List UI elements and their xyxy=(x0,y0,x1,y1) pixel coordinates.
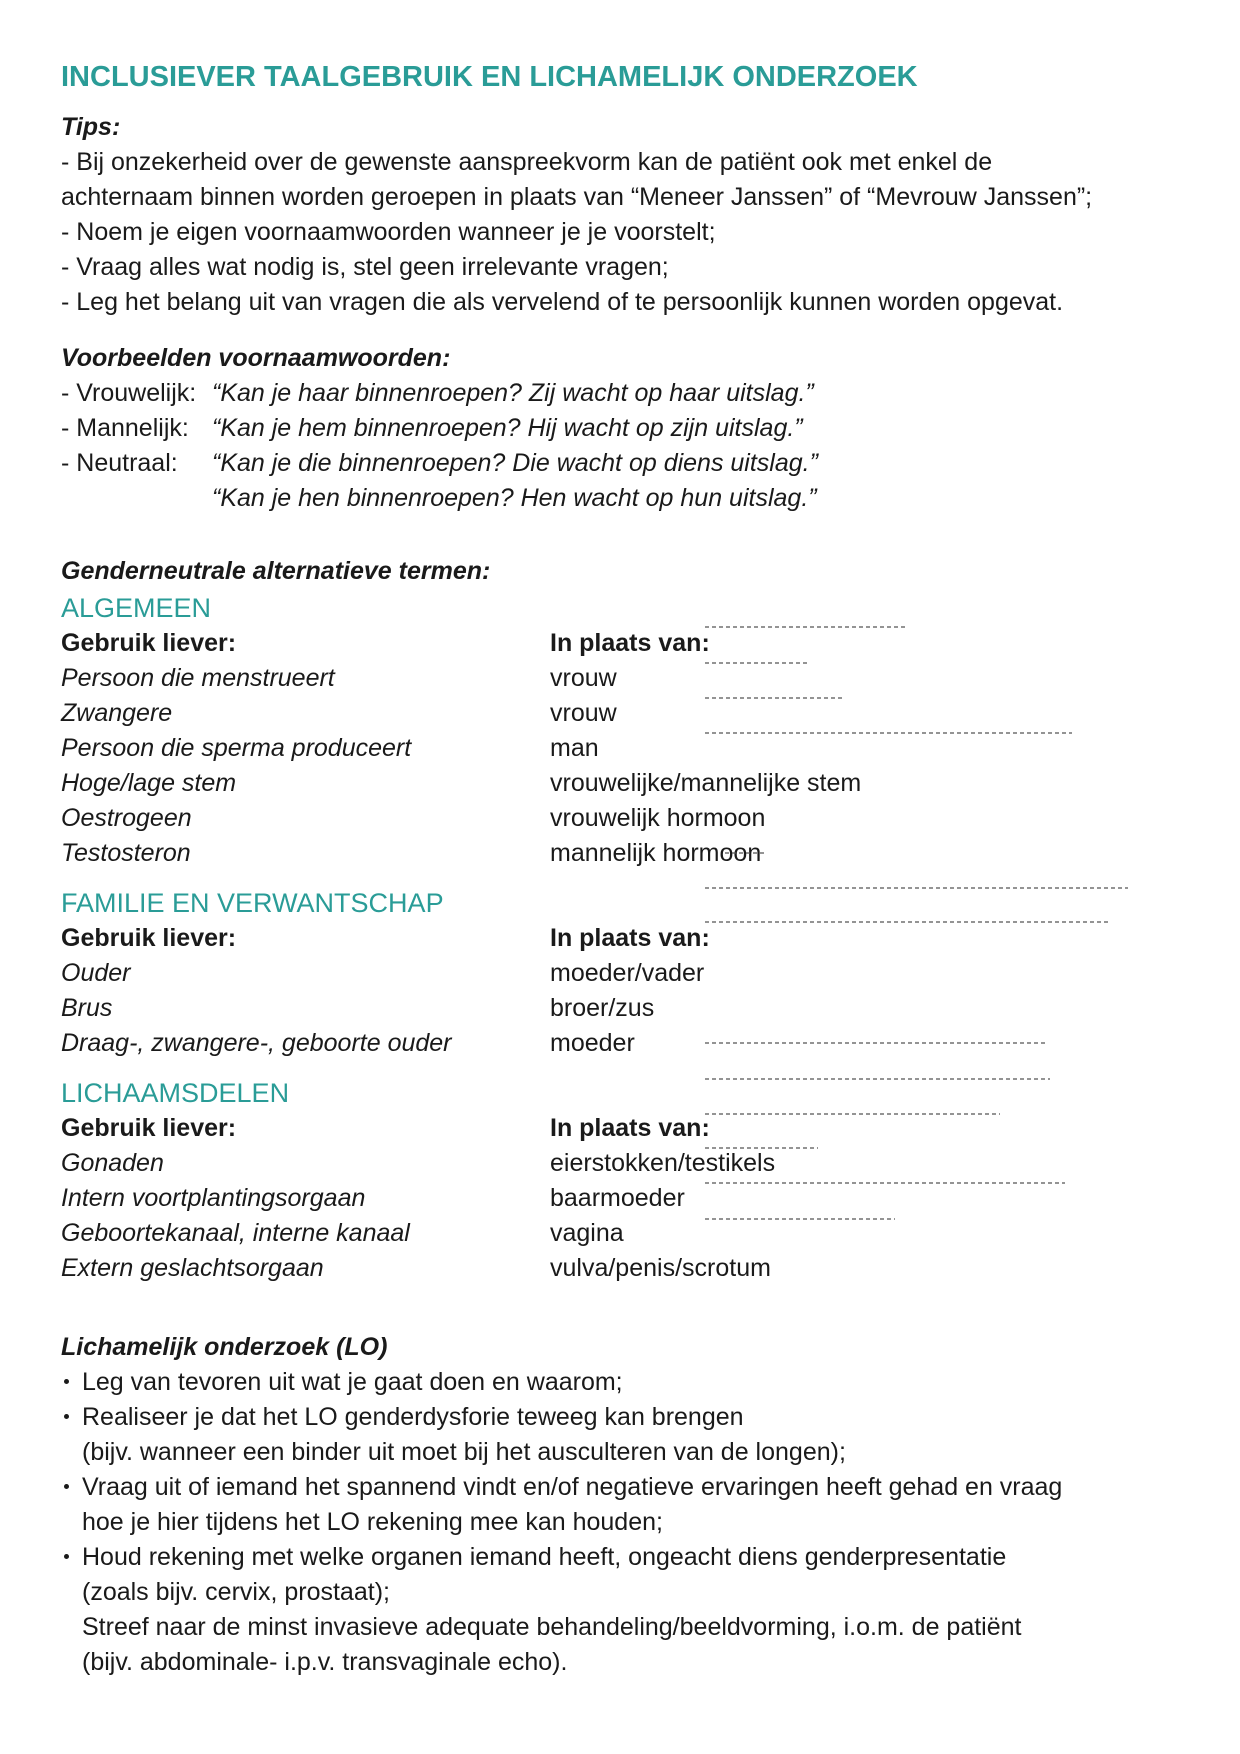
term-instead: vrouwelijke/mannelijke stem xyxy=(550,769,862,797)
pronouns-heading: Voorbeelden voornaamwoorden: xyxy=(61,344,451,372)
terms-heading: Genderneutrale alternatieve termen: xyxy=(61,557,491,585)
tips-line: - Noem je eigen voornaamwoorden wanneer je je voorstelt; xyxy=(61,218,716,246)
term-instead: broer/zus xyxy=(550,994,655,1022)
lo-line: hoe je hier tijdens het LO rekening mee kan houden; xyxy=(82,1508,663,1536)
term-use: Persoon die sperma produceert xyxy=(61,734,412,762)
lo-line: (zoals bijv. cervix, prostaat); xyxy=(82,1578,390,1606)
pronoun-example: “Kan je hen binnenroepen? Hen wacht op hun uitslag.” xyxy=(212,484,817,512)
term-instead: man xyxy=(550,734,599,762)
term-instead: vrouwelijk hormoon xyxy=(550,804,766,832)
pronoun-example: “Kan je hem binnenroepen? Hij wacht op zijn uitslag.” xyxy=(212,414,803,442)
lo-line: Vraag uit of iemand het spannend vindt en/of negatieve ervaringen heeft gehad en vraag xyxy=(82,1473,1063,1501)
lo-heading: Lichamelijk onderzoek (LO) xyxy=(61,1333,388,1361)
lo-line: Streef naar de minst invasieve adequate behandeling/beeldvorming, i.o.m. de patiënt xyxy=(82,1613,1022,1641)
term-use: Extern geslachtsorgaan xyxy=(61,1254,324,1282)
term-use: Persoon die menstrueert xyxy=(61,664,335,692)
section-heading-algemeen: ALGEMEEN xyxy=(61,593,212,623)
column-header-instead: In plaats van: xyxy=(550,629,710,657)
tips-line: achternaam binnen worden geroepen in plaats van “Meneer Janssen” of “Mevrouw Janssen”; xyxy=(61,183,1093,211)
section-heading-lichaamsdelen: LICHAAMSDELEN xyxy=(61,1078,290,1108)
pronoun-example: “Kan je haar binnenroepen? Zij wacht op haar uitslag.” xyxy=(212,379,814,407)
tips-line: - Vraag alles wat nodig is, stel geen irrelevante vragen; xyxy=(61,253,669,281)
lo-line: Houd rekening met welke organen iemand heeft, ongeacht diens genderpresentatie xyxy=(82,1543,1007,1571)
column-header-instead: In plaats van: xyxy=(550,1114,710,1142)
pronoun-label: - Neutraal: xyxy=(61,449,178,477)
term-instead: vulva/penis/scrotum xyxy=(550,1254,771,1282)
tips-line: - Leg het belang uit van vragen die als vervelend of te persoonlijk kunnen worden opgevat. xyxy=(61,288,1064,316)
column-header-instead: In plaats van: xyxy=(550,924,710,952)
term-use: Ouder xyxy=(61,959,131,987)
column-header-use: Gebruik liever: xyxy=(61,629,237,657)
section-heading-familie: FAMILIE EN VERWANTSCHAP xyxy=(61,888,444,918)
term-instead: baarmoeder xyxy=(550,1184,685,1212)
term-use: Oestrogeen xyxy=(61,804,192,832)
term-instead: vagina xyxy=(550,1219,624,1247)
term-instead: vrouw xyxy=(550,699,617,727)
term-use: Zwangere xyxy=(61,699,173,727)
pronoun-label: - Mannelijk: xyxy=(61,414,189,442)
lo-line: (bijv. abdominale- i.p.v. transvaginale echo). xyxy=(82,1648,568,1676)
term-instead: eierstokken/testikels xyxy=(550,1149,776,1177)
term-use: Brus xyxy=(61,994,113,1022)
term-instead: mannelijk hormoon xyxy=(550,839,762,867)
pronoun-label: - Vrouwelijk: xyxy=(61,379,197,407)
term-use: Geboortekanaal, interne kanaal xyxy=(61,1219,410,1247)
term-use: Gonaden xyxy=(61,1149,164,1177)
page-title: INCLUSIEVER TAALGEBRUIK EN LICHAMELIJK ONDERZOEK xyxy=(61,61,918,93)
column-header-use: Gebruik liever: xyxy=(61,1114,237,1142)
tips-heading: Tips: xyxy=(61,113,121,141)
lo-line: (bijv. wanneer een binder uit moet bij het ausculteren van de longen); xyxy=(82,1438,846,1466)
term-use: Draag-, zwangere-, geboorte ouder xyxy=(61,1029,452,1057)
term-instead: vrouw xyxy=(550,664,617,692)
tips-line: - Bij onzekerheid over de gewenste aanspreekvorm kan de patiënt ook met enkel de xyxy=(61,148,993,176)
term-use: Hoge/lage stem xyxy=(61,769,237,797)
term-instead: moeder xyxy=(550,1029,635,1057)
lo-line: Realiseer je dat het LO genderdysforie teweeg kan brengen xyxy=(82,1403,744,1431)
term-use: Intern voortplantingsorgaan xyxy=(61,1184,366,1212)
pronoun-example: “Kan je die binnenroepen? Die wacht op diens uitslag.” xyxy=(212,449,818,477)
column-header-use: Gebruik liever: xyxy=(61,924,237,952)
term-use: Testosteron xyxy=(61,839,191,867)
lo-line: Leg van tevoren uit wat je gaat doen en waarom; xyxy=(82,1368,623,1396)
term-instead: moeder/vader xyxy=(550,959,705,987)
